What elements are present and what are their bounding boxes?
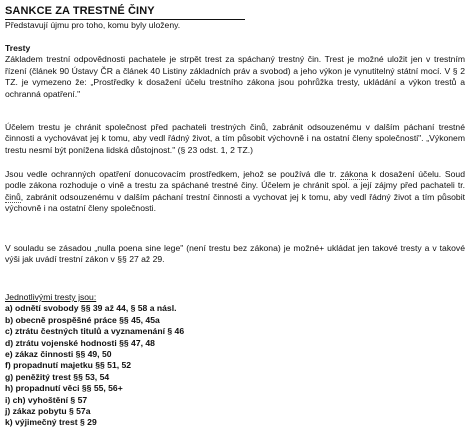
list-item: c) ztrátu čestných titulů a vyznamenání § 46 [5,326,185,337]
paragraph-tresty: Základem trestní odpovědnosti pachatele je strpět trest za spáchaný trestný čin. Trest je možné uložit jen v trestním řízení (článek 90 Ústavy ČR a článek 40 Listiny základních práv a svobod) a jeho výkon je vynutitelný státní mocí. V § 2 TZ. je vymezeno že: „Prostředky k dosažení účelu trestního zákona jsou pohrůžka tresty, ukládání a výkon trestů a ochranná opatření." [5,54,465,99]
list-item: h) propadnutí věci §§ 55, 56+ [5,383,123,394]
punishment-list [5,292,305,429]
list-item: g) peněžitý trest §§ 53, 54 [5,371,110,382]
paragraph-souladu: V souladu se zásadou „nulla poena sine lege" (není trestu bez zákona) je možné+ ukládat jen takové tresty a v takové výši jak uvádí trestní zákon v §§ 27 až 29. [5,243,465,265]
paragraph-ucel [5,122,465,156]
list-item: d) ztrátu vojenské hodnosti §§ 47, 48 [5,337,155,348]
jsou-text-4: činů [5,191,21,202]
ucel-text-3: společnost před pachateli trestných činů, zabránit odsouzenému v dalším páchaní trestné činnosti a vychovávat jej k tomu, aby vedl řádný život, a tím působit výchovně i na ostatní členy společnosti". „Výkonem trestu nesmí být ponížena lidská důstojnost." (§ 23 odst. 1, 2 TZ.) [5,122,465,155]
ucel-text-1: Účelem trestu je [5,122,71,132]
paragraph-jsou [5,169,465,215]
list-item: b) obecně prospěšné práce §§ 45, 45a [5,314,160,325]
jsou-text-1: Jsou vedle ochranných opatření donucovacím prostředkem, jehož se používá dle tr. [5,169,341,179]
section-tresty [5,43,465,100]
list-item: a) odnětí svobody §§ 39 až 44, § 58 a násl. [5,303,177,314]
list-item: f) propadnutí majetku §§ 51, 52 [5,360,132,371]
list-item: j) zákaz pobytu § 57a [5,406,91,417]
ucel-text-2: chránit [75,122,101,132]
jsou-text-3: k dosažení účelu. Soud podle zákona rozhoduje o vině a trestu za spáchané trestné činy. Účelem je chránit spol. a její zájmy před pachateli tr. [5,169,465,191]
list-item: i) ch) vyhoštění § 57 [5,394,88,405]
list-item: e) zákaz činnosti §§ 49, 50 [5,349,112,360]
jsou-text-5: , zabránit odsouzenému v dalším páchaní trestní činnosti a vychovat jej k tomu, aby vedl řádný život a tím působit výchovně i na ostatní členy společnosti. [5,191,465,214]
page-subtitle: Představují újmu pro toho, komu byly uloženy. [5,20,181,30]
list-heading: Jednotlivými tresty jsou: [5,292,97,302]
page-title: SANKCE ZA TRESTNÉ ČINY [5,5,245,20]
section-heading-tresty: Tresty [5,43,31,53]
jsou-text-2: zákona [340,169,368,179]
list-item: k) výjimečný trest § 29 [5,417,97,428]
